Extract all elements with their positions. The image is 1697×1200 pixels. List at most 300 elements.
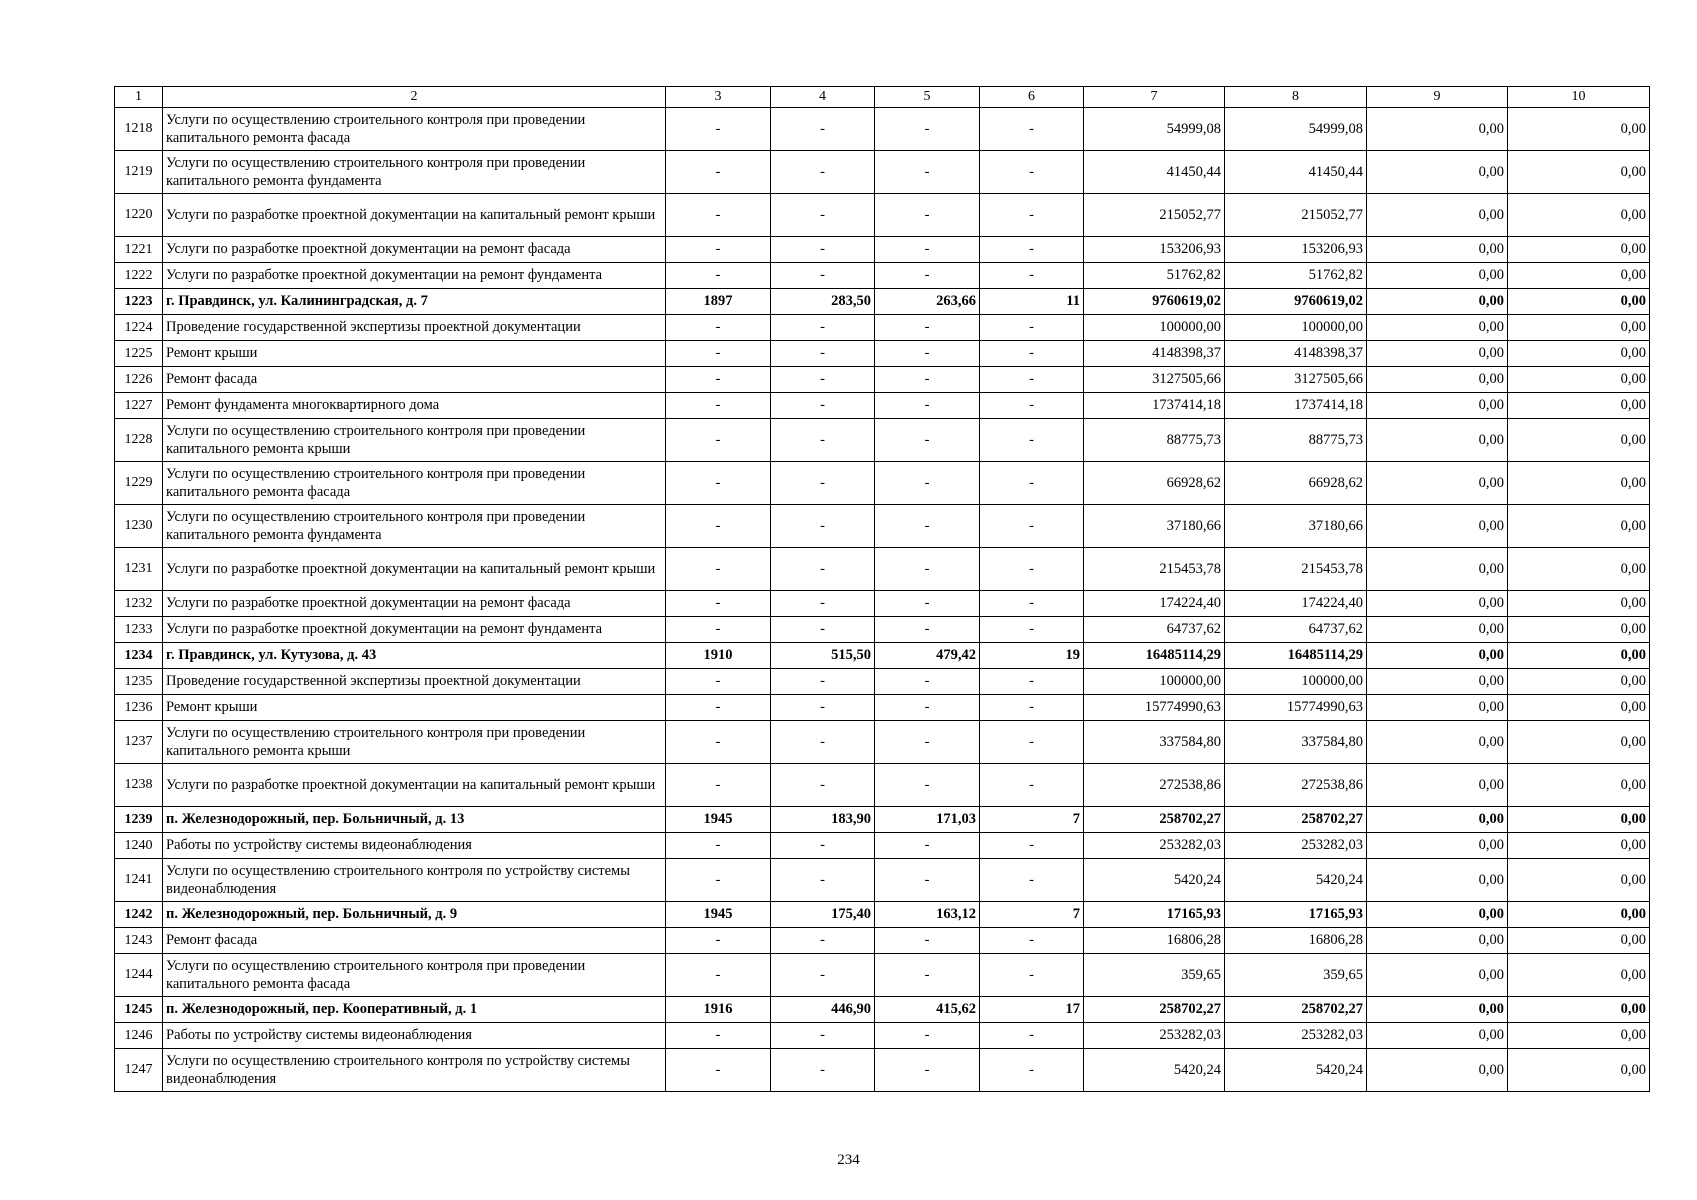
table-row (115, 289, 1650, 315)
col-10-value: 0,00 (1508, 237, 1650, 263)
col-8-value: 359,65 (1225, 954, 1367, 997)
col-10-value: 0,00 (1508, 367, 1650, 393)
row-description: Услуги по разработке проектной документации на капитальный ремонт крыши (163, 194, 666, 237)
column-header-10: 10 (1508, 87, 1650, 108)
col-8-value: 64737,62 (1225, 617, 1367, 643)
col-10-value: 0,00 (1508, 505, 1650, 548)
table-row (115, 997, 1650, 1023)
col-8-value: 17165,93 (1225, 902, 1367, 928)
col-3-value: - (666, 695, 771, 721)
col-4-value: 283,50 (771, 289, 875, 315)
table-row (115, 548, 1650, 591)
row-number: 1246 (115, 1023, 163, 1049)
col-3-value: - (666, 341, 771, 367)
row-number: 1235 (115, 669, 163, 695)
row-number: 1223 (115, 289, 163, 315)
table-row (115, 721, 1650, 764)
col-9-value: 0,00 (1367, 1049, 1508, 1092)
col-6-value: 11 (980, 289, 1084, 315)
col-10-value: 0,00 (1508, 341, 1650, 367)
col-9-value: 0,00 (1367, 721, 1508, 764)
col-8-value: 37180,66 (1225, 505, 1367, 548)
table-row (115, 591, 1650, 617)
col-7-value: 174224,40 (1084, 591, 1225, 617)
table-row (115, 617, 1650, 643)
col-3-value: - (666, 617, 771, 643)
col-4-value: - (771, 108, 875, 151)
col-5-value: - (875, 194, 980, 237)
col-6-value: - (980, 462, 1084, 505)
col-9-value: 0,00 (1367, 419, 1508, 462)
col-6-value: - (980, 721, 1084, 764)
col-9-value: 0,00 (1367, 669, 1508, 695)
col-6-value: - (980, 194, 1084, 237)
col-4-value: - (771, 462, 875, 505)
col-9-value: 0,00 (1367, 695, 1508, 721)
row-number: 1234 (115, 643, 163, 669)
row-description: Услуги по разработке проектной документации на ремонт фундамента (163, 263, 666, 289)
row-description: Проведение государственной экспертизы проектной документации (163, 315, 666, 341)
col-3-value: - (666, 764, 771, 807)
col-8-value: 272538,86 (1225, 764, 1367, 807)
col-9-value: 0,00 (1367, 954, 1508, 997)
col-5-value: - (875, 237, 980, 263)
row-number: 1226 (115, 367, 163, 393)
col-4-value: - (771, 151, 875, 194)
col-6-value: - (980, 237, 1084, 263)
row-description: Услуги по осуществлению строительного контроля при проведении капитального ремонта фасада (163, 462, 666, 505)
row-number: 1242 (115, 902, 163, 928)
col-10-value: 0,00 (1508, 289, 1650, 315)
row-number: 1221 (115, 237, 163, 263)
row-description: Проведение государственной экспертизы проектной документации (163, 669, 666, 695)
col-6-value: - (980, 367, 1084, 393)
col-5-value: - (875, 263, 980, 289)
col-3-value: - (666, 505, 771, 548)
col-3-value: - (666, 954, 771, 997)
col-9-value: 0,00 (1367, 548, 1508, 591)
col-6-value: 7 (980, 902, 1084, 928)
col-5-value: - (875, 462, 980, 505)
row-description: Услуги по разработке проектной документации на капитальный ремонт крыши (163, 548, 666, 591)
col-5-value: - (875, 1023, 980, 1049)
row-number: 1229 (115, 462, 163, 505)
col-4-value: - (771, 721, 875, 764)
row-description: Ремонт фундамента многоквартирного дома (163, 393, 666, 419)
col-5-value: - (875, 954, 980, 997)
col-6-value: - (980, 1049, 1084, 1092)
table-row (115, 695, 1650, 721)
col-6-value: - (980, 591, 1084, 617)
col-4-value: - (771, 194, 875, 237)
col-9-value: 0,00 (1367, 462, 1508, 505)
col-8-value: 258702,27 (1225, 997, 1367, 1023)
row-number: 1231 (115, 548, 163, 591)
col-7-value: 337584,80 (1084, 721, 1225, 764)
row-description: п. Железнодорожный, пер. Больничный, д. 13 (163, 807, 666, 833)
col-6-value: - (980, 1023, 1084, 1049)
col-7-value: 15774990,63 (1084, 695, 1225, 721)
col-10-value: 0,00 (1508, 721, 1650, 764)
col-4-value: - (771, 505, 875, 548)
col-3-value: - (666, 721, 771, 764)
table-row (115, 669, 1650, 695)
col-4-value: - (771, 617, 875, 643)
row-description: Ремонт крыши (163, 695, 666, 721)
row-description: Услуги по осуществлению строительного контроля по устройству системы видеонаблюдения (163, 1049, 666, 1092)
col-8-value: 5420,24 (1225, 1049, 1367, 1092)
table-row (115, 194, 1650, 237)
col-9-value: 0,00 (1367, 263, 1508, 289)
col-7-value: 37180,66 (1084, 505, 1225, 548)
col-7-value: 215453,78 (1084, 548, 1225, 591)
col-7-value: 66928,62 (1084, 462, 1225, 505)
col-3-value: - (666, 393, 771, 419)
row-description: Услуги по разработке проектной документации на ремонт фасада (163, 237, 666, 263)
col-7-value: 359,65 (1084, 954, 1225, 997)
col-4-value: - (771, 1049, 875, 1092)
col-3-value: - (666, 669, 771, 695)
col-3-value: - (666, 928, 771, 954)
col-3-value: - (666, 1049, 771, 1092)
row-number: 1220 (115, 194, 163, 237)
row-description: Ремонт крыши (163, 341, 666, 367)
col-7-value: 1737414,18 (1084, 393, 1225, 419)
col-3-value: 1910 (666, 643, 771, 669)
col-9-value: 0,00 (1367, 237, 1508, 263)
col-8-value: 5420,24 (1225, 859, 1367, 902)
col-4-value: - (771, 315, 875, 341)
col-5-value: 479,42 (875, 643, 980, 669)
col-7-value: 258702,27 (1084, 997, 1225, 1023)
col-3-value: - (666, 263, 771, 289)
row-description: Услуги по разработке проектной документации на капитальный ремонт крыши (163, 764, 666, 807)
col-4-value: - (771, 367, 875, 393)
header-row (115, 87, 1650, 108)
col-7-value: 9760619,02 (1084, 289, 1225, 315)
col-9-value: 0,00 (1367, 617, 1508, 643)
col-5-value: - (875, 764, 980, 807)
col-8-value: 16806,28 (1225, 928, 1367, 954)
col-6-value: - (980, 617, 1084, 643)
col-10-value: 0,00 (1508, 617, 1650, 643)
col-8-value: 215453,78 (1225, 548, 1367, 591)
col-10-value: 0,00 (1508, 695, 1650, 721)
row-number: 1247 (115, 1049, 163, 1092)
col-10-value: 0,00 (1508, 194, 1650, 237)
col-5-value: - (875, 695, 980, 721)
row-number: 1240 (115, 833, 163, 859)
col-6-value: - (980, 859, 1084, 902)
col-3-value: 1916 (666, 997, 771, 1023)
col-10-value: 0,00 (1508, 1023, 1650, 1049)
col-10-value: 0,00 (1508, 548, 1650, 591)
col-10-value: 0,00 (1508, 591, 1650, 617)
col-9-value: 0,00 (1367, 393, 1508, 419)
row-description: Услуги по разработке проектной документации на ремонт фундамента (163, 617, 666, 643)
col-6-value: - (980, 833, 1084, 859)
col-8-value: 337584,80 (1225, 721, 1367, 764)
row-number: 1241 (115, 859, 163, 902)
col-6-value: - (980, 419, 1084, 462)
col-7-value: 100000,00 (1084, 669, 1225, 695)
row-description: Ремонт фасада (163, 928, 666, 954)
row-description: Работы по устройству системы видеонаблюдения (163, 1023, 666, 1049)
col-7-value: 153206,93 (1084, 237, 1225, 263)
col-8-value: 54999,08 (1225, 108, 1367, 151)
col-9-value: 0,00 (1367, 591, 1508, 617)
col-10-value: 0,00 (1508, 108, 1650, 151)
col-3-value: 1897 (666, 289, 771, 315)
col-8-value: 253282,03 (1225, 1023, 1367, 1049)
col-10-value: 0,00 (1508, 669, 1650, 695)
col-9-value: 0,00 (1367, 928, 1508, 954)
col-9-value: 0,00 (1367, 643, 1508, 669)
col-5-value: - (875, 591, 980, 617)
column-header-4: 4 (771, 87, 875, 108)
table-row (115, 859, 1650, 902)
row-description: Услуги по осуществлению строительного контроля при проведении капитального ремонта фасада (163, 954, 666, 997)
col-3-value: - (666, 194, 771, 237)
col-9-value: 0,00 (1367, 108, 1508, 151)
row-description: г. Правдинск, ул. Калининградская, д. 7 (163, 289, 666, 315)
col-9-value: 0,00 (1367, 833, 1508, 859)
col-7-value: 64737,62 (1084, 617, 1225, 643)
row-description: Услуги по разработке проектной документации на ремонт фасада (163, 591, 666, 617)
column-header-6: 6 (980, 87, 1084, 108)
col-8-value: 253282,03 (1225, 833, 1367, 859)
col-6-value: 17 (980, 997, 1084, 1023)
col-4-value: - (771, 393, 875, 419)
col-3-value: - (666, 1023, 771, 1049)
col-9-value: 0,00 (1367, 764, 1508, 807)
col-8-value: 153206,93 (1225, 237, 1367, 263)
table-row (115, 263, 1650, 289)
col-5-value: - (875, 1049, 980, 1092)
col-5-value: 263,66 (875, 289, 980, 315)
col-5-value: - (875, 928, 980, 954)
col-8-value: 15774990,63 (1225, 695, 1367, 721)
col-3-value: 1945 (666, 807, 771, 833)
col-7-value: 16806,28 (1084, 928, 1225, 954)
row-description: Услуги по осуществлению строительного контроля по устройству системы видеонаблюдения (163, 859, 666, 902)
column-header-5: 5 (875, 87, 980, 108)
col-5-value: - (875, 548, 980, 591)
col-6-value: - (980, 151, 1084, 194)
col-10-value: 0,00 (1508, 419, 1650, 462)
col-9-value: 0,00 (1367, 859, 1508, 902)
col-10-value: 0,00 (1508, 315, 1650, 341)
col-4-value: 446,90 (771, 997, 875, 1023)
col-7-value: 54999,08 (1084, 108, 1225, 151)
col-6-value: - (980, 695, 1084, 721)
col-7-value: 16485114,29 (1084, 643, 1225, 669)
col-7-value: 253282,03 (1084, 1023, 1225, 1049)
row-number: 1219 (115, 151, 163, 194)
row-description: п. Железнодорожный, пер. Больничный, д. 9 (163, 902, 666, 928)
row-number: 1230 (115, 505, 163, 548)
col-4-value: - (771, 928, 875, 954)
col-6-value: 7 (980, 807, 1084, 833)
col-7-value: 215052,77 (1084, 194, 1225, 237)
col-9-value: 0,00 (1367, 341, 1508, 367)
table-row (115, 341, 1650, 367)
row-description: Ремонт фасада (163, 367, 666, 393)
col-5-value: - (875, 859, 980, 902)
col-7-value: 3127505,66 (1084, 367, 1225, 393)
col-8-value: 66928,62 (1225, 462, 1367, 505)
row-description: Услуги по осуществлению строительного контроля при проведении капитального ремонта крыши (163, 419, 666, 462)
col-9-value: 0,00 (1367, 505, 1508, 548)
table-row (115, 462, 1650, 505)
table-row (115, 807, 1650, 833)
col-5-value: - (875, 367, 980, 393)
col-7-value: 88775,73 (1084, 419, 1225, 462)
col-4-value: 175,40 (771, 902, 875, 928)
col-4-value: - (771, 669, 875, 695)
col-7-value: 100000,00 (1084, 315, 1225, 341)
table-row (115, 393, 1650, 419)
row-number: 1222 (115, 263, 163, 289)
col-8-value: 215052,77 (1225, 194, 1367, 237)
col-7-value: 272538,86 (1084, 764, 1225, 807)
col-5-value: 163,12 (875, 902, 980, 928)
col-9-value: 0,00 (1367, 315, 1508, 341)
col-5-value: - (875, 721, 980, 764)
col-3-value: - (666, 859, 771, 902)
col-3-value: - (666, 315, 771, 341)
table-row (115, 505, 1650, 548)
col-6-value: - (980, 954, 1084, 997)
col-9-value: 0,00 (1367, 807, 1508, 833)
row-number: 1232 (115, 591, 163, 617)
row-number: 1243 (115, 928, 163, 954)
row-number: 1218 (115, 108, 163, 151)
col-5-value: - (875, 151, 980, 194)
col-6-value: - (980, 548, 1084, 591)
col-4-value: - (771, 263, 875, 289)
col-7-value: 17165,93 (1084, 902, 1225, 928)
row-number: 1233 (115, 617, 163, 643)
table-row (115, 764, 1650, 807)
row-number: 1227 (115, 393, 163, 419)
col-10-value: 0,00 (1508, 954, 1650, 997)
col-8-value: 9760619,02 (1225, 289, 1367, 315)
col-6-value: - (980, 669, 1084, 695)
col-4-value: - (771, 695, 875, 721)
table-row (115, 108, 1650, 151)
col-5-value: - (875, 341, 980, 367)
col-7-value: 253282,03 (1084, 833, 1225, 859)
col-10-value: 0,00 (1508, 997, 1650, 1023)
col-8-value: 100000,00 (1225, 669, 1367, 695)
table-row (115, 367, 1650, 393)
col-6-value: - (980, 263, 1084, 289)
col-8-value: 51762,82 (1225, 263, 1367, 289)
column-header-7: 7 (1084, 87, 1225, 108)
col-10-value: 0,00 (1508, 833, 1650, 859)
col-3-value: 1945 (666, 902, 771, 928)
table-row (115, 419, 1650, 462)
table-row (115, 237, 1650, 263)
col-10-value: 0,00 (1508, 902, 1650, 928)
row-number: 1237 (115, 721, 163, 764)
col-9-value: 0,00 (1367, 289, 1508, 315)
col-4-value: - (771, 341, 875, 367)
col-7-value: 51762,82 (1084, 263, 1225, 289)
col-6-value: - (980, 764, 1084, 807)
col-4-value: - (771, 548, 875, 591)
col-8-value: 100000,00 (1225, 315, 1367, 341)
col-5-value: - (875, 108, 980, 151)
table-row (115, 643, 1650, 669)
col-3-value: - (666, 367, 771, 393)
table-row (115, 1049, 1650, 1092)
table-row (115, 954, 1650, 997)
table-row (115, 902, 1650, 928)
col-7-value: 41450,44 (1084, 151, 1225, 194)
col-8-value: 3127505,66 (1225, 367, 1367, 393)
col-5-value: 171,03 (875, 807, 980, 833)
col-5-value: - (875, 393, 980, 419)
col-8-value: 41450,44 (1225, 151, 1367, 194)
col-5-value: - (875, 315, 980, 341)
row-number: 1244 (115, 954, 163, 997)
column-header-8: 8 (1225, 87, 1367, 108)
col-10-value: 0,00 (1508, 928, 1650, 954)
col-7-value: 4148398,37 (1084, 341, 1225, 367)
col-3-value: - (666, 462, 771, 505)
table-body (115, 108, 1650, 1092)
col-5-value: - (875, 669, 980, 695)
col-3-value: - (666, 833, 771, 859)
table-row (115, 1023, 1650, 1049)
row-number: 1225 (115, 341, 163, 367)
col-4-value: - (771, 764, 875, 807)
row-description: Услуги по осуществлению строительного контроля при проведении капитального ремонта фундамента (163, 505, 666, 548)
col-5-value: - (875, 833, 980, 859)
col-4-value: 183,90 (771, 807, 875, 833)
col-4-value: - (771, 1023, 875, 1049)
col-4-value: - (771, 419, 875, 462)
row-description: п. Железнодорожный, пер. Кооперативный, д. 1 (163, 997, 666, 1023)
col-6-value: - (980, 108, 1084, 151)
col-6-value: 19 (980, 643, 1084, 669)
table-row (115, 928, 1650, 954)
col-5-value: - (875, 419, 980, 462)
column-header-3: 3 (666, 87, 771, 108)
col-8-value: 4148398,37 (1225, 341, 1367, 367)
col-4-value: - (771, 859, 875, 902)
col-8-value: 1737414,18 (1225, 393, 1367, 419)
column-header-2: 2 (163, 87, 666, 108)
col-9-value: 0,00 (1367, 902, 1508, 928)
row-number: 1238 (115, 764, 163, 807)
col-6-value: - (980, 393, 1084, 419)
col-9-value: 0,00 (1367, 151, 1508, 194)
row-number: 1239 (115, 807, 163, 833)
col-7-value: 258702,27 (1084, 807, 1225, 833)
col-4-value: - (771, 954, 875, 997)
col-10-value: 0,00 (1508, 1049, 1650, 1092)
row-number: 1224 (115, 315, 163, 341)
table-row (115, 151, 1650, 194)
col-8-value: 258702,27 (1225, 807, 1367, 833)
col-10-value: 0,00 (1508, 764, 1650, 807)
col-6-value: - (980, 928, 1084, 954)
data-table (114, 86, 1650, 1092)
page-number: 234 (837, 1152, 860, 1168)
